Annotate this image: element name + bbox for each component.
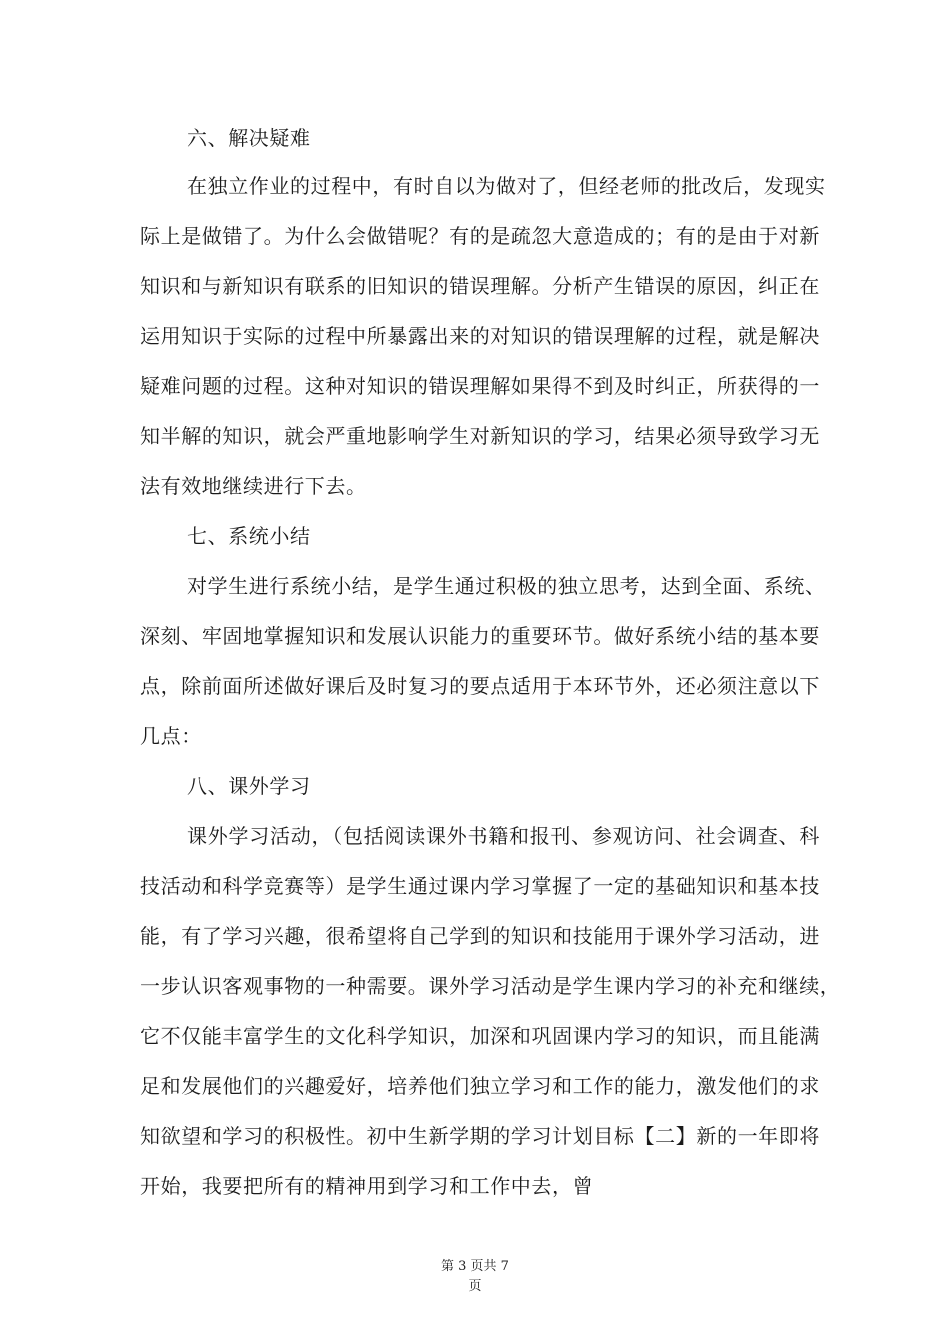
paragraph-line: 运用知识于实际的过程中所暴露出来的对知识的错误理解的过程，就是解决 bbox=[140, 324, 820, 348]
paragraph-line: 法有效地继续进行下去。 bbox=[140, 474, 367, 498]
paragraph-line: 能，有了学习兴趣，很希望将自己学到的知识和技能用于课外学习活动，进 bbox=[140, 924, 820, 948]
paragraph-line: 开始，我要把所有的精神用到学习和工作中去，曾 bbox=[140, 1174, 594, 1198]
paragraph-line: 知欲望和学习的积极性。初中生新学期的学习计划目标【二】新的一年即将 bbox=[140, 1124, 820, 1148]
page-number-suffix: 页 bbox=[468, 1279, 482, 1294]
paragraph-line: 点，除前面所述做好课后及时复习的要点适用于本环节外，还必须注意以下 bbox=[140, 674, 820, 698]
paragraph-line: 在独立作业的过程中，有时自以为做对了，但经老师的批改后，发现实 bbox=[187, 174, 826, 198]
paragraph-line: 几点： bbox=[140, 724, 202, 748]
page-number: 第 3 页共 7 bbox=[441, 1259, 509, 1274]
paragraph-line: 疑难问题的过程。这种对知识的错误理解如果得不到及时纠正，所获得的一 bbox=[140, 374, 820, 398]
paragraph-line: 技活动和科学竞赛等）是学生通过课内学习掌握了一定的基础知识和基本技 bbox=[140, 874, 820, 898]
paragraph-line: 知识和与新知识有联系的旧知识的错误理解。分析产生错误的原因，纠正在 bbox=[140, 274, 820, 298]
section-heading-6: 六、解决疑难 bbox=[187, 126, 311, 150]
paragraph-line: 足和发展他们的兴趣爱好，培养他们独立学习和工作的能力，激发他们的求 bbox=[140, 1074, 820, 1098]
paragraph-line: 对学生进行系统小结，是学生通过积极的独立思考，达到全面、系统、 bbox=[187, 574, 826, 598]
section-heading-7: 七、系统小结 bbox=[187, 524, 311, 548]
paragraph-line: 课外学习活动，（包括阅读课外书籍和报刊、参观访问、社会调查、科 bbox=[187, 824, 820, 848]
paragraph-line: 知半解的知识，就会严重地影响学生对新知识的学习，结果必须导致学习无 bbox=[140, 424, 820, 448]
paragraph-line: 它不仅能丰富学生的文化科学知识，加深和巩固课内学习的知识，而且能满 bbox=[140, 1024, 820, 1048]
paragraph-line: 深刻、牢固地掌握知识和发展认识能力的重要环节。做好系统小结的基本要 bbox=[140, 624, 820, 648]
paragraph-line: 际上是做错了。为什么会做错呢？有的是疏忽大意造成的；有的是由于对新 bbox=[140, 224, 820, 248]
section-heading-8: 八、课外学习 bbox=[187, 774, 311, 798]
paragraph-line: 一步认识客观事物的一种需要。课外学习活动是学生课内学习的补充和继续， bbox=[140, 974, 841, 998]
